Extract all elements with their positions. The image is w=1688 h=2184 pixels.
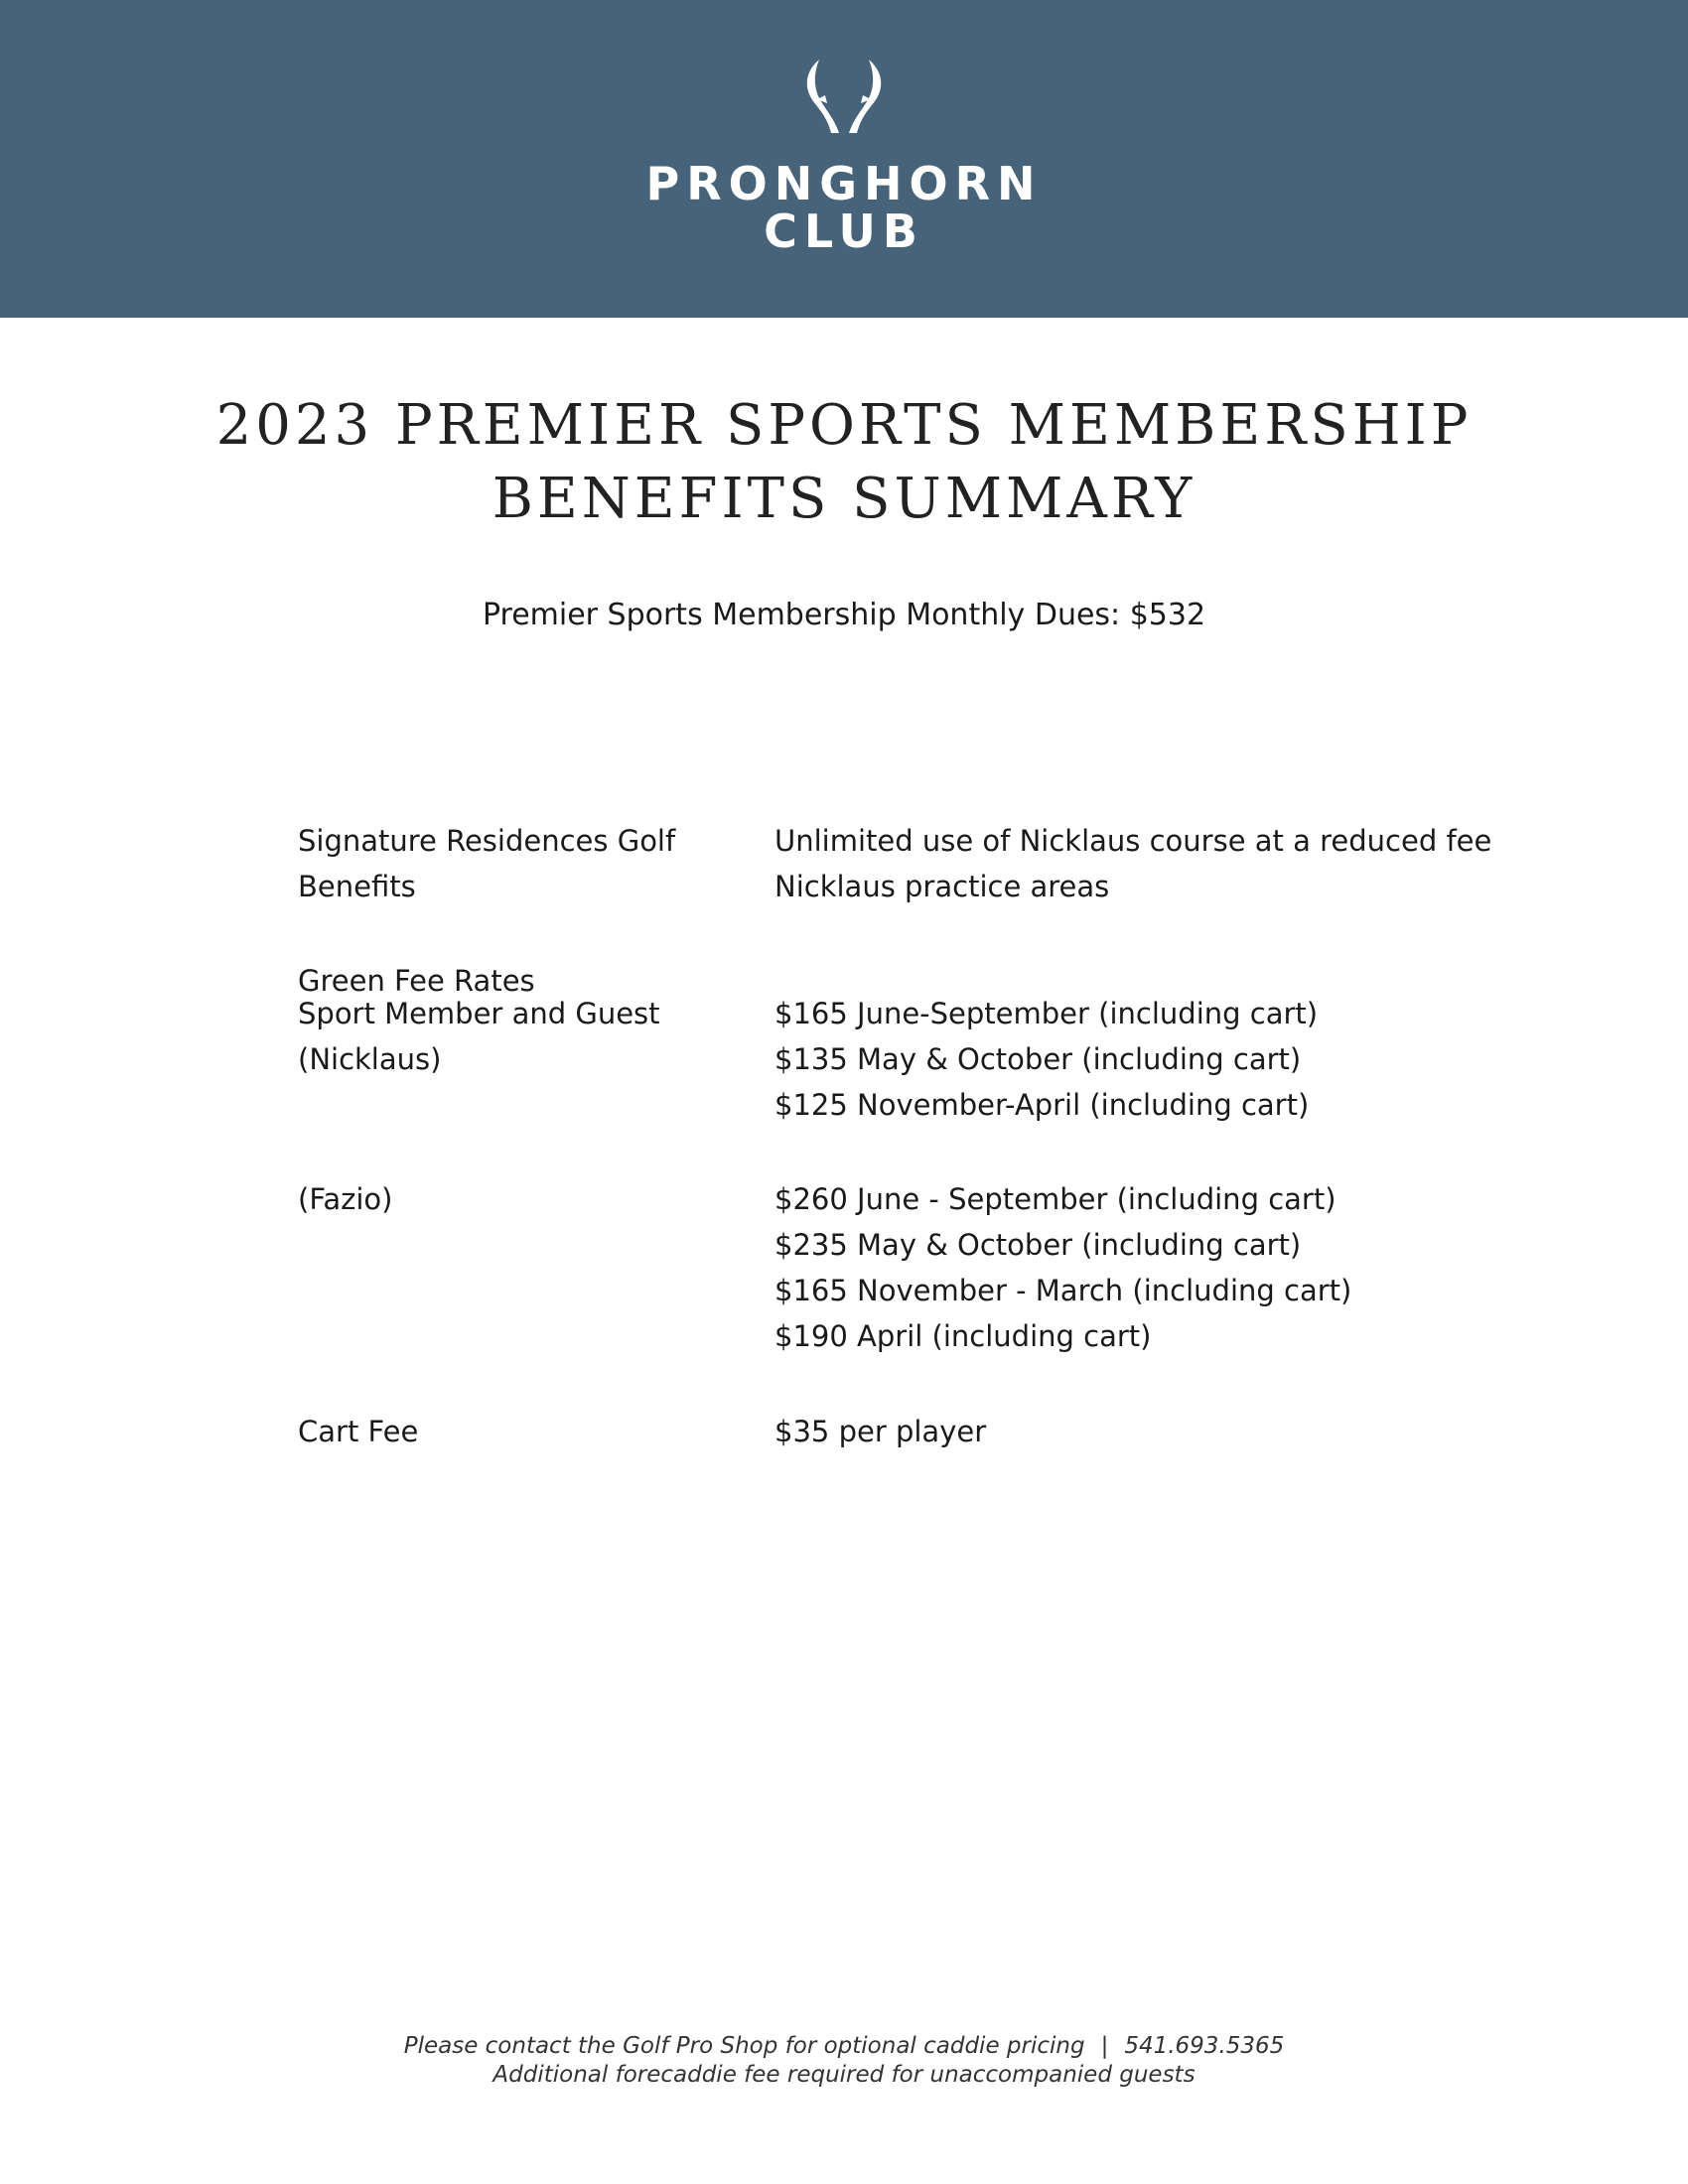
cart-fee-label: Cart Fee	[298, 1415, 419, 1448]
footer-caddie-note: Please contact the Golf Pro Shop for optional caddie pricing	[403, 2033, 1085, 2059]
fazio-rate: $190 April (including cart)	[774, 1319, 1152, 1353]
cart-fee-value: $35 per player	[774, 1415, 987, 1448]
footer-line2: Additional forecaddie fee required for unaccompanied guests	[492, 2062, 1196, 2088]
brand-name-line2: CLUB	[764, 205, 924, 258]
nicklaus-rate: $165 June-September (including cart)	[774, 997, 1319, 1030]
brand-name-line1: PRONGHORN	[645, 157, 1043, 210]
fazio-label: (Fazio)	[298, 1182, 393, 1216]
footer-separator: |	[1100, 2033, 1109, 2059]
page-title-line1: 2023 PREMIER SPORTS MEMBERSHIP	[215, 393, 1473, 458]
pronghorn-antlers-icon	[799, 58, 889, 139]
fazio-rate: $235 May & October (including cart)	[774, 1228, 1302, 1262]
footer-line1	[0, 2033, 1688, 2059]
golf-benefits-label-line2: Benefits	[298, 870, 416, 903]
golf-benefits-label-line1: Signature Residences Golf	[298, 824, 676, 858]
page-title-line2: BENEFITS SUMMARY	[492, 467, 1196, 531]
fazio-rate: $260 June - September (including cart)	[774, 1182, 1336, 1216]
green-fee-sub-line1: Sport Member and Guest	[298, 997, 660, 1030]
footer-phone: 541.693.5365	[1124, 2033, 1285, 2059]
green-fee-heading: Green Fee Rates	[298, 964, 535, 998]
nicklaus-rate: $125 November-April (including cart)	[774, 1088, 1310, 1122]
fazio-rate: $165 November - March (including cart)	[774, 1274, 1352, 1307]
monthly-dues: Premier Sports Membership Monthly Dues: $532	[482, 598, 1206, 632]
nicklaus-rate: $135 May & October (including cart)	[774, 1042, 1302, 1076]
green-fee-sub-line2: (Nicklaus)	[298, 1042, 442, 1076]
header-banner	[0, 0, 1688, 318]
golf-benefits-value-line1: Unlimited use of Nicklaus course at a reduced fee	[774, 824, 1492, 858]
golf-benefits-value-line2: Nicklaus practice areas	[774, 870, 1110, 903]
